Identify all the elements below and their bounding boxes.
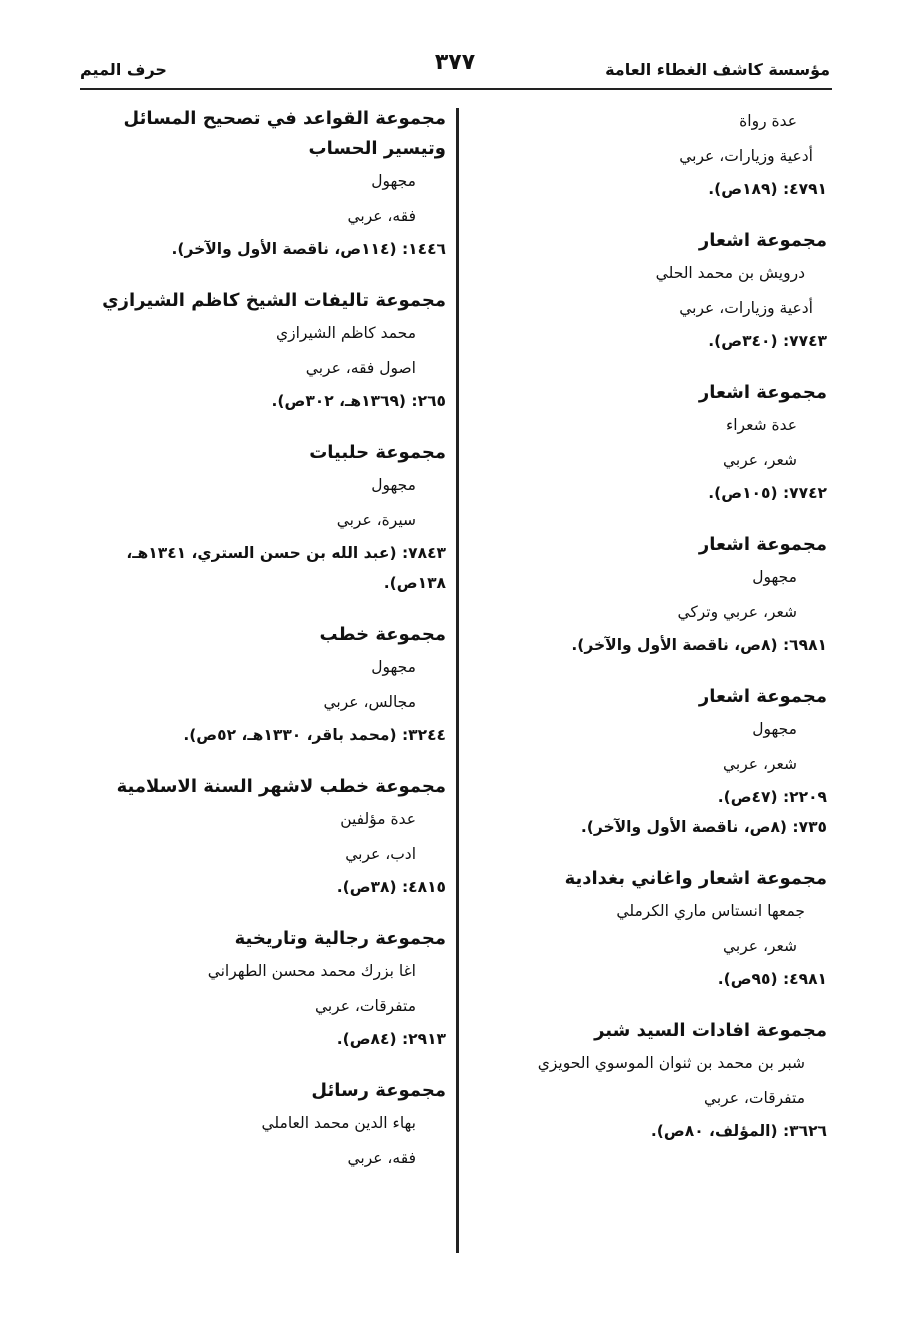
catalog-entry [472,226,827,356]
catalog-entry [96,620,446,750]
entry-subject: متفرقات، عربي [314,997,416,1015]
entry-title: مجموعة رسائل [311,1080,446,1101]
entry-subject: شعر، عربي وتركي [677,603,797,621]
catalog-entry [472,104,827,204]
publisher-name: مؤسسة كاشف الغطاء العامة [605,60,830,79]
entry-reference: ١٤٤٦: (١١٤ص، ناقصة الأول والآخر). [171,240,446,258]
entry-subject: ادب، عربي [345,845,416,863]
entry-title: مجموعة خطب لاشهر السنة الاسلامية [116,776,446,797]
entry-author: شبر بن محمد بن ثنوان الموسوي الحويزي [537,1054,805,1072]
entry-author: بهاء الدين محمد العاملي [261,1114,416,1132]
catalog-entry [96,1076,446,1176]
catalog-entry [472,1016,827,1146]
entry-reference: ٣٢٤٤: (محمد باقر، ١٣٣٠هـ، ٥٢ص). [183,726,446,744]
entry-author: مجهول [371,172,416,190]
catalog-entry [96,438,446,598]
entry-author: مجهول [371,658,416,676]
entry-reference: ٣٦٢٦: (المؤلف، ٨٠ص). [650,1122,827,1140]
catalog-entry [472,864,827,994]
header-rule [80,88,832,90]
entry-reference: ٢٦٥: (١٣٦٩هـ، ٣٠٢ص). [271,392,446,410]
entry-subject: أدعية وزيارات، عربي [679,299,813,317]
entry-subject: شعر، عربي [723,755,797,773]
page-number: ٣٧٧ [434,50,476,75]
page-header [80,44,830,88]
entry-title: مجموعة تاليفات الشيخ كاظم الشيرازي [102,290,446,311]
entry-author: عدة مؤلفين [340,810,416,828]
entry-reference: ٧٣٥: (٨ص، ناقصة الأول والآخر). [580,818,827,836]
catalog-entry [96,924,446,1054]
entry-reference: ٤٧٩١: (١٨٩ص). [708,180,827,198]
entry-subject: سيرة، عربي [336,511,416,529]
catalog-entry [96,104,446,264]
entry-subject: مجالس، عربي [323,693,416,711]
entry-author: مجهول [752,568,797,586]
entry-title: مجموعة القواعد في تصحيح المسائل وتيسير الحساب [123,108,446,159]
entry-reference: ٧٨٤٣: (عبد الله بن حسن الستري، ١٣٤١هـ، ١٣٨ص). [126,544,446,592]
catalog-entry [472,530,827,660]
entry-subject: فقه، عربي [347,1149,416,1167]
entry-reference: ٧٧٤٢: (١٠٥ص). [708,484,827,502]
catalog-entry [96,286,446,416]
entry-title: مجموعة رجالية وتاريخية [234,928,446,949]
entry-subject: أدعية وزيارات، عربي [679,147,813,165]
catalog-entry [96,772,446,902]
entry-subject: شعر، عربي [723,451,797,469]
section-title: حرف الميم [80,60,167,79]
entry-author: جمعها انستاس ماري الكرملي [616,902,805,920]
catalog-entry [472,682,827,842]
entry-reference: ٦٩٨١: (٨ص، ناقصة الأول والآخر). [571,636,827,654]
right-column [472,104,827,1168]
entry-title: مجموعة اشعار [698,382,827,403]
entry-subject: متفرقات، عربي [703,1089,805,1107]
entry-title: مجموعة اشعار [698,230,827,251]
entry-author: مجهول [752,720,797,738]
entry-subject: فقه، عربي [347,207,416,225]
entry-reference: ٢٩١٣: (٨٤ص). [336,1030,446,1048]
entry-author: درويش بن محمد الحلي [655,264,805,282]
column-divider [456,108,459,1253]
entry-reference: ٤٩٨١: (٩٥ص). [717,970,827,988]
entry-title: مجموعة اشعار [698,534,827,555]
left-column [96,104,446,1198]
entry-author: محمد كاظم الشيرازي [275,324,416,342]
entry-author: عدة شعراء [725,416,797,434]
entry-reference: ٢٢٠٩: (٤٧ص). [717,788,827,806]
entry-author: عدة رواة [739,112,797,130]
entry-title: مجموعة افادات السيد شبر [594,1020,827,1041]
entry-title: مجموعة خطب [319,624,446,645]
entry-title: مجموعة حلبيات [309,442,446,463]
entry-author: اغا بزرك محمد محسن الطهراني [207,962,416,980]
entry-title: مجموعة اشعار واغاني بغدادية [564,868,827,889]
entry-title: مجموعة اشعار [698,686,827,707]
entry-subject: اصول فقه، عربي [305,359,416,377]
entry-subject: شعر، عربي [723,937,797,955]
entry-reference: ٤٨١٥: (٣٨ص). [336,878,446,896]
entry-author: مجهول [371,476,416,494]
entry-reference: ٧٧٤٣: (٣٤٠ص). [708,332,827,350]
catalog-entry [472,378,827,508]
